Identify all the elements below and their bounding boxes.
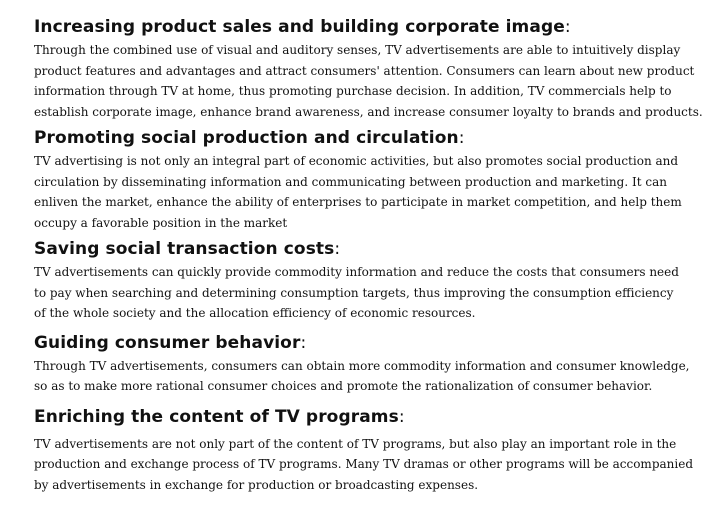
body-line: Through the combined use of visual and auditory senses, TV advertisements are able to intuitively display <box>34 43 681 57</box>
section-enriching-tv-programs <box>34 404 706 496</box>
document-page <box>34 14 706 495</box>
body-line: by advertisements in exchange for production or broadcasting expenses. <box>34 477 479 492</box>
body-line: occupy a favorable position in the market <box>34 215 288 230</box>
body-line: circulation by disseminating information and communicating between production and marketing. It can <box>34 174 667 189</box>
section-guiding-consumer-behavior <box>34 330 706 397</box>
section-promoting-social-production <box>34 125 706 233</box>
section-heading: Enriching the content of TV programs: <box>34 406 405 427</box>
section-body <box>34 434 706 496</box>
section-heading: Guiding consumer behavior: <box>34 332 307 353</box>
body-line: Through TV advertisements, consumers can obtain more commodity information and consumer knowledge, <box>34 358 690 373</box>
section-body <box>34 40 706 122</box>
section-body <box>34 356 706 397</box>
section-body <box>34 262 706 324</box>
section-saving-transaction-costs <box>34 236 706 324</box>
body-line: production and exchange process of TV programs. Many TV dramas or other programs will be accompanied <box>34 457 693 471</box>
body-line: TV advertisements are not only part of the content of TV programs, but also play an important role in the <box>34 436 677 451</box>
section-heading: Increasing product sales and building corporate image: <box>34 17 571 37</box>
body-line: establish corporate image, enhance brand awareness, and increase consumer loyalty to brands and products. <box>34 104 703 119</box>
section-increasing-product-sales <box>34 14 706 122</box>
body-line: TV advertising is not only an integral part of economic activities, but also promotes social production and <box>34 154 679 168</box>
body-line: product features and advantages and attract consumers' attention. Consumers can learn about new product <box>34 63 695 78</box>
body-line: to pay when searching and determining consumption targets, thus improving the consumption efficiency <box>34 285 674 300</box>
section-body <box>34 151 706 233</box>
body-line: information through TV at home, thus promoting purchase decision. In addition, TV commercials help to <box>34 84 672 98</box>
body-line: enliven the market, enhance the ability of enterprises to participate in market competition, and help them <box>34 195 682 209</box>
section-heading: Promoting social production and circulation: <box>34 128 465 148</box>
section-heading: Saving social transaction costs: <box>34 239 341 259</box>
body-line: of the whole society and the allocation efficiency of economic resources. <box>34 306 476 320</box>
body-line: TV advertisements can quickly provide commodity information and reduce the costs that consumers need <box>34 265 679 279</box>
body-line: so as to make more rational consumer choices and promote the rationalization of consumer behavior. <box>34 379 653 393</box>
